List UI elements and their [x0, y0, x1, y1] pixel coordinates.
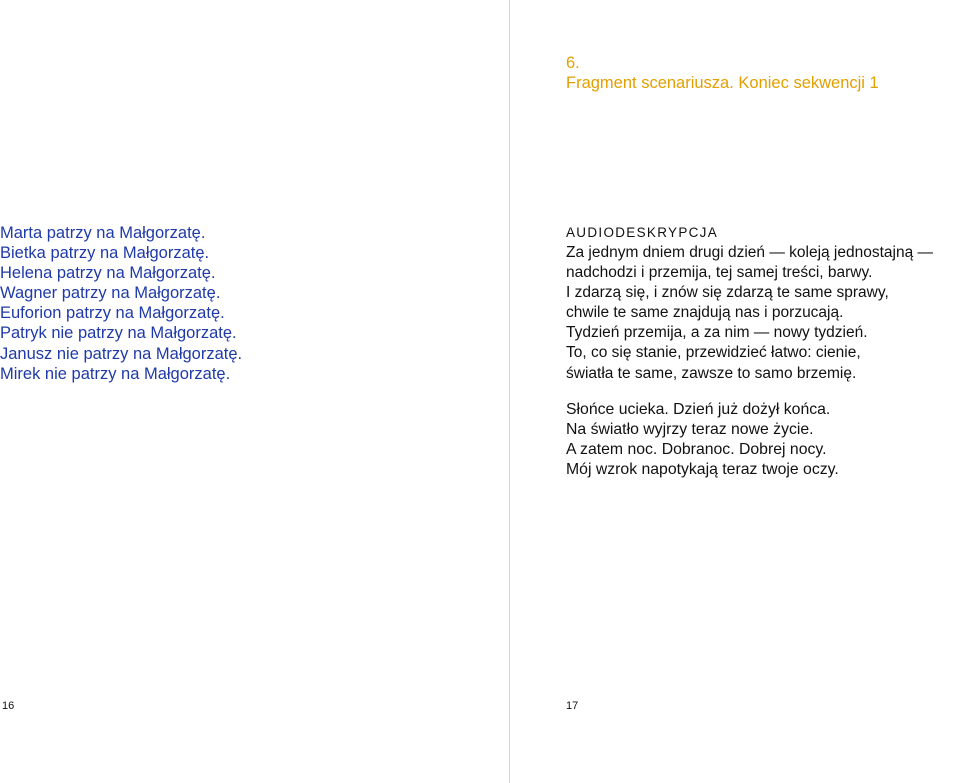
poem-line: Na światło wyjrzy teraz nowe życie.	[566, 421, 814, 439]
poem-line: Mój wzrok napotykają teraz twoje oczy.	[566, 461, 839, 479]
audio-description-block	[566, 223, 933, 384]
list-item: Euforion patrzy na Małgorzatę.	[0, 304, 225, 323]
chapter-number: 6.	[566, 54, 580, 72]
right-page	[510, 0, 960, 783]
audio-line: nadchodzi i przemija, tej samej treści, barwy.	[566, 264, 873, 282]
page-number-right: 17	[566, 700, 579, 712]
list-item: Patryk nie patrzy na Małgorzatę.	[0, 324, 237, 343]
list-item: Bietka patrzy na Małgorzatę.	[0, 244, 210, 263]
chapter-heading	[566, 53, 879, 93]
list-item: Janusz nie patrzy na Małgorzatę.	[0, 344, 243, 363]
audio-line: Za jednym dniem drugi dzień — koleją jednostajną —	[566, 244, 934, 261]
audio-line: I zdarzą się, i znów się zdarzą te same sprawy,	[566, 284, 889, 302]
audio-line: To, co się stanie, przewidzieć łatwo: cienie,	[566, 344, 861, 362]
audio-line: światła te same, zawsze to samo brzemię.	[566, 364, 857, 382]
list-item: Mirek nie patrzy na Małgorzatę.	[0, 364, 231, 383]
chapter-title: Fragment scenariusza. Koniec sekwencji 1	[566, 74, 879, 92]
audio-line: Tydzień przemija, a za nim — nowy tydzień.	[566, 324, 868, 342]
character-gaze-list	[0, 223, 242, 384]
list-item: Helena patrzy na Małgorzatę.	[0, 264, 216, 283]
poem-line: Słońce ucieka. Dzień już dożył końca.	[566, 401, 831, 418]
page-number-left: 16	[2, 700, 15, 712]
audio-line: chwile te same znajdują nas i porzucają.	[566, 304, 844, 322]
poem-line: A zatem noc. Dobranoc. Dobrej nocy.	[566, 441, 827, 459]
poem-stanza	[566, 400, 839, 480]
list-item: Marta patrzy na Małgorzatę.	[0, 224, 206, 242]
list-item: Wagner patrzy na Małgorzatę.	[0, 284, 221, 303]
audio-description-label: AUDIODESKRYPCJA	[566, 225, 719, 240]
